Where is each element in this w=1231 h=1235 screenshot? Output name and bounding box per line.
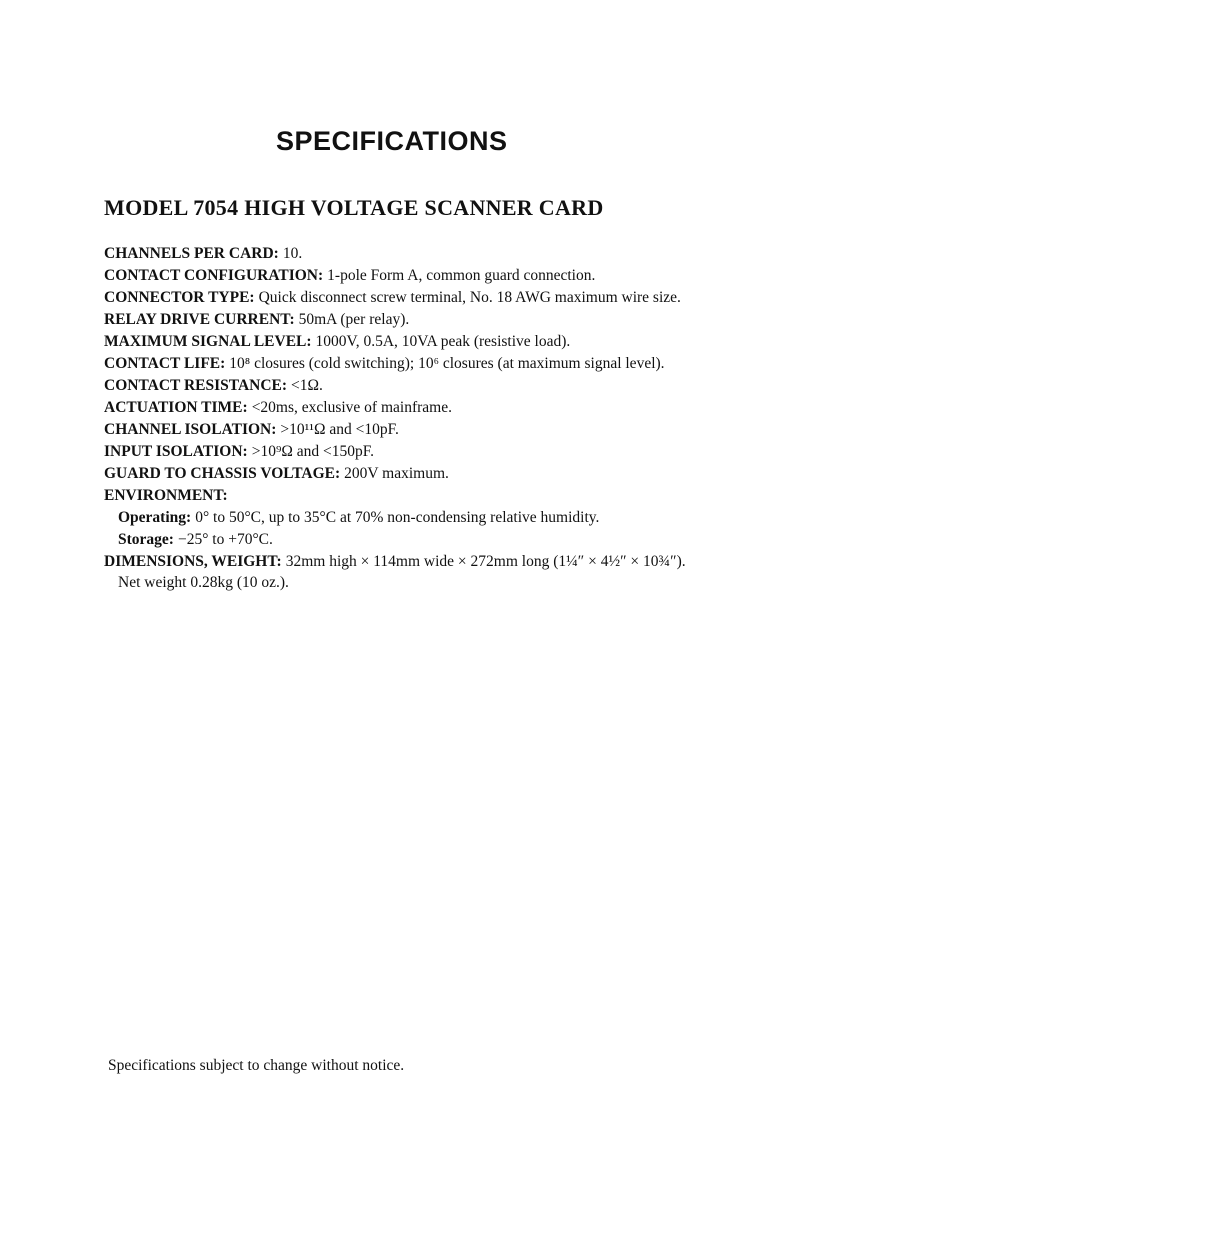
spec-label: ACTUATION TIME: <box>104 399 248 416</box>
spec-value: 50mA (per relay). <box>298 311 410 328</box>
spec-label: RELAY DRIVE CURRENT: <box>104 311 295 328</box>
spec-label: GUARD TO CHASSIS VOLTAGE: <box>104 465 341 482</box>
spec-input-isolation <box>104 442 704 463</box>
spec-value: 10. <box>282 245 303 262</box>
spec-value: 1000V, 0.5A, 10VA peak (resistive load). <box>315 333 571 350</box>
spec-value: 32mm high × 114mm wide × 272mm long (1¼″ × 4½″ × 10¾″). Net weight 0.28kg (10 oz.). <box>118 553 686 591</box>
spec-label: ENVIRONMENT: <box>104 487 228 504</box>
spec-label: CONTACT LIFE: <box>104 355 226 372</box>
spec-actuation-time <box>104 398 704 419</box>
spec-value: <20ms, exclusive of mainframe. <box>251 399 452 416</box>
spec-label: CHANNEL ISOLATION: <box>104 421 277 438</box>
footer-note: Specifications subject to change without notice. <box>108 1057 405 1074</box>
spec-environment-operating <box>104 508 704 529</box>
spec-contact-resistance <box>104 376 704 397</box>
spec-environment-storage <box>104 530 704 551</box>
spec-sublabel: Operating: <box>118 509 192 526</box>
spec-connector-type <box>104 288 704 309</box>
spec-guard-to-chassis-voltage <box>104 464 704 485</box>
spec-label: CHANNELS PER CARD: <box>104 245 279 262</box>
spec-label: CONTACT CONFIGURATION: <box>104 267 324 284</box>
spec-list <box>104 244 704 595</box>
spec-value: 10⁸ closures (cold switching); 10⁶ closures (at maximum signal level). <box>229 355 665 372</box>
spec-value: Quick disconnect screw terminal, No. 18 AWG maximum wire size. <box>258 289 681 306</box>
spec-relay-drive-current <box>104 310 704 331</box>
spec-contact-life <box>104 354 704 375</box>
spec-value: 0° to 50°C, up to 35°C at 70% non-condensing relative humidity. <box>195 509 600 526</box>
spec-label: CONNECTOR TYPE: <box>104 289 255 306</box>
page-heading: SPECIFICATIONS <box>276 126 508 156</box>
spec-value: >10¹¹Ω and <10pF. <box>280 421 399 438</box>
spec-value: −25° to +70°C. <box>177 531 273 548</box>
spec-value: 1-pole Form A, common guard connection. <box>327 267 596 284</box>
spec-maximum-signal-level <box>104 332 704 353</box>
model-title: MODEL 7054 HIGH VOLTAGE SCANNER CARD <box>104 195 604 220</box>
spec-value: >10⁹Ω and <150pF. <box>251 443 374 460</box>
spec-contact-configuration <box>104 266 704 287</box>
spec-channels-per-card <box>104 244 704 265</box>
spec-channel-isolation <box>104 420 704 441</box>
spec-value: 200V maximum. <box>344 465 449 482</box>
spec-sublabel: Storage: <box>118 531 174 548</box>
spec-label: CONTACT RESISTANCE: <box>104 377 288 394</box>
spec-label: DIMENSIONS, WEIGHT: <box>104 553 282 570</box>
spec-value: <1Ω. <box>291 377 323 394</box>
spec-label: INPUT ISOLATION: <box>104 443 248 460</box>
spec-dimensions-weight <box>104 552 704 593</box>
spec-label: MAXIMUM SIGNAL LEVEL: <box>104 333 312 350</box>
spec-environment <box>104 486 704 507</box>
